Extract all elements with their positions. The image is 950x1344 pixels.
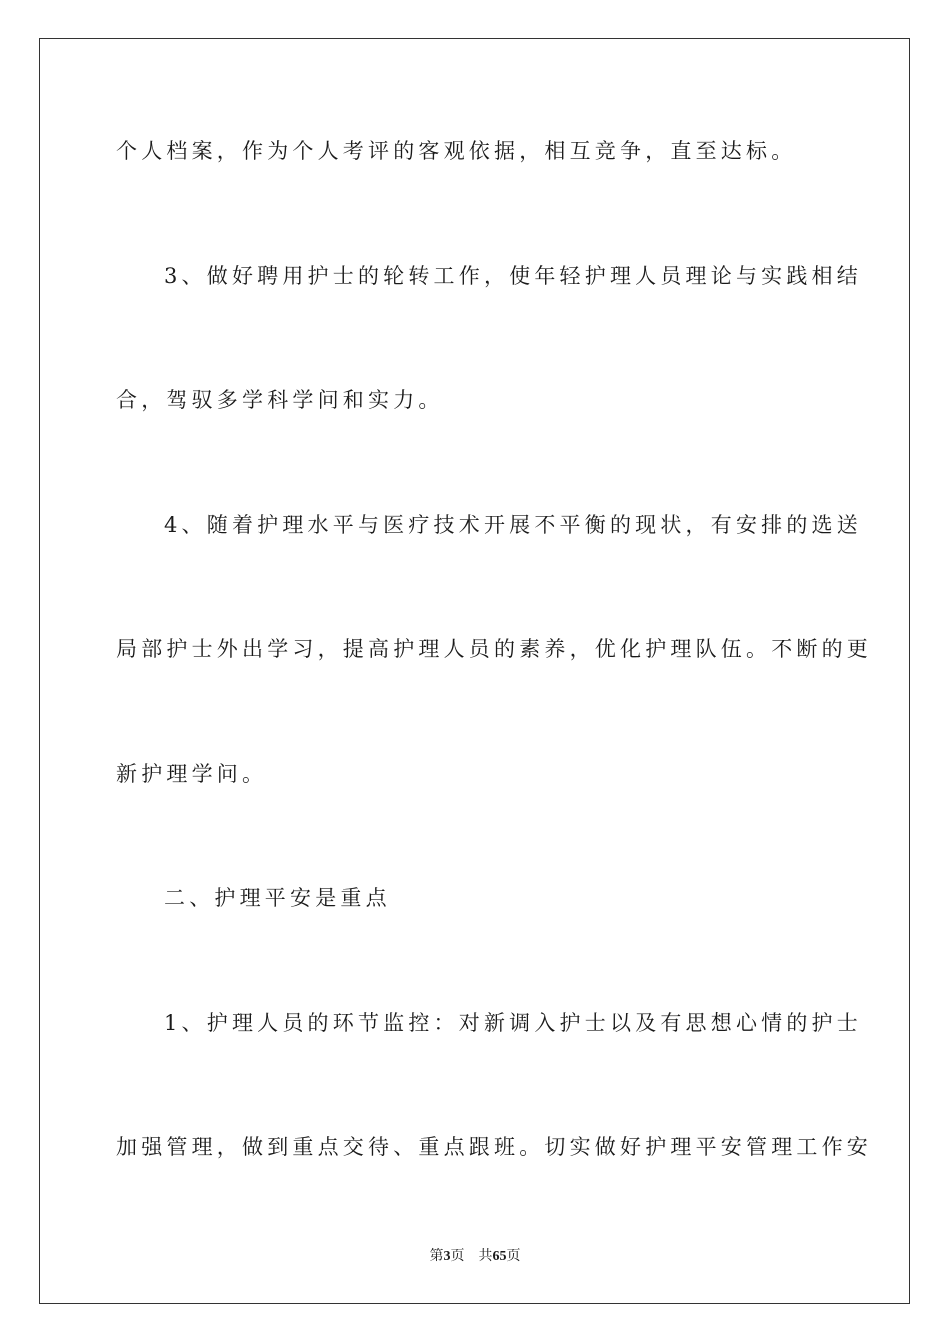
footer-total-pages: 65: [492, 1249, 507, 1264]
footer-page-suffix: 页: [450, 1249, 465, 1264]
footer-total-suffix: 页: [506, 1249, 521, 1264]
footer-total-prefix: 共: [478, 1249, 493, 1264]
body-line-6: 新护理学问。: [116, 762, 268, 786]
page-border: [39, 38, 910, 1304]
body-line-5: 局部护士外出学习，提高护理人员的素养，优化护理队伍。不断的更: [116, 637, 872, 661]
footer-page-prefix: 第: [429, 1249, 444, 1264]
footer-page-number: 3: [443, 1249, 451, 1264]
body-line-4: 4、随着护理水平与医疗技术开展不平衡的现状，有安排的选送: [164, 513, 862, 537]
body-line-2: 3、做好聘用护士的轮转工作，使年轻护理人员理论与实践相结: [164, 264, 862, 288]
body-line-8: 1、护理人员的环节监控：对新调入护士以及有思想心情的护士: [164, 1011, 862, 1035]
body-line-1: 个人档案，作为个人考评的客观依据，相互竞争，直至达标。: [116, 139, 797, 163]
page-footer: [0, 1247, 950, 1267]
body-line-3: 合，驾驭多学科学问和实力。: [116, 388, 444, 412]
body-line-9: 加强管理，做到重点交待、重点跟班。切实做好护理平安管理工作安: [116, 1135, 872, 1159]
section-heading: 二、护理平安是重点: [164, 886, 391, 910]
